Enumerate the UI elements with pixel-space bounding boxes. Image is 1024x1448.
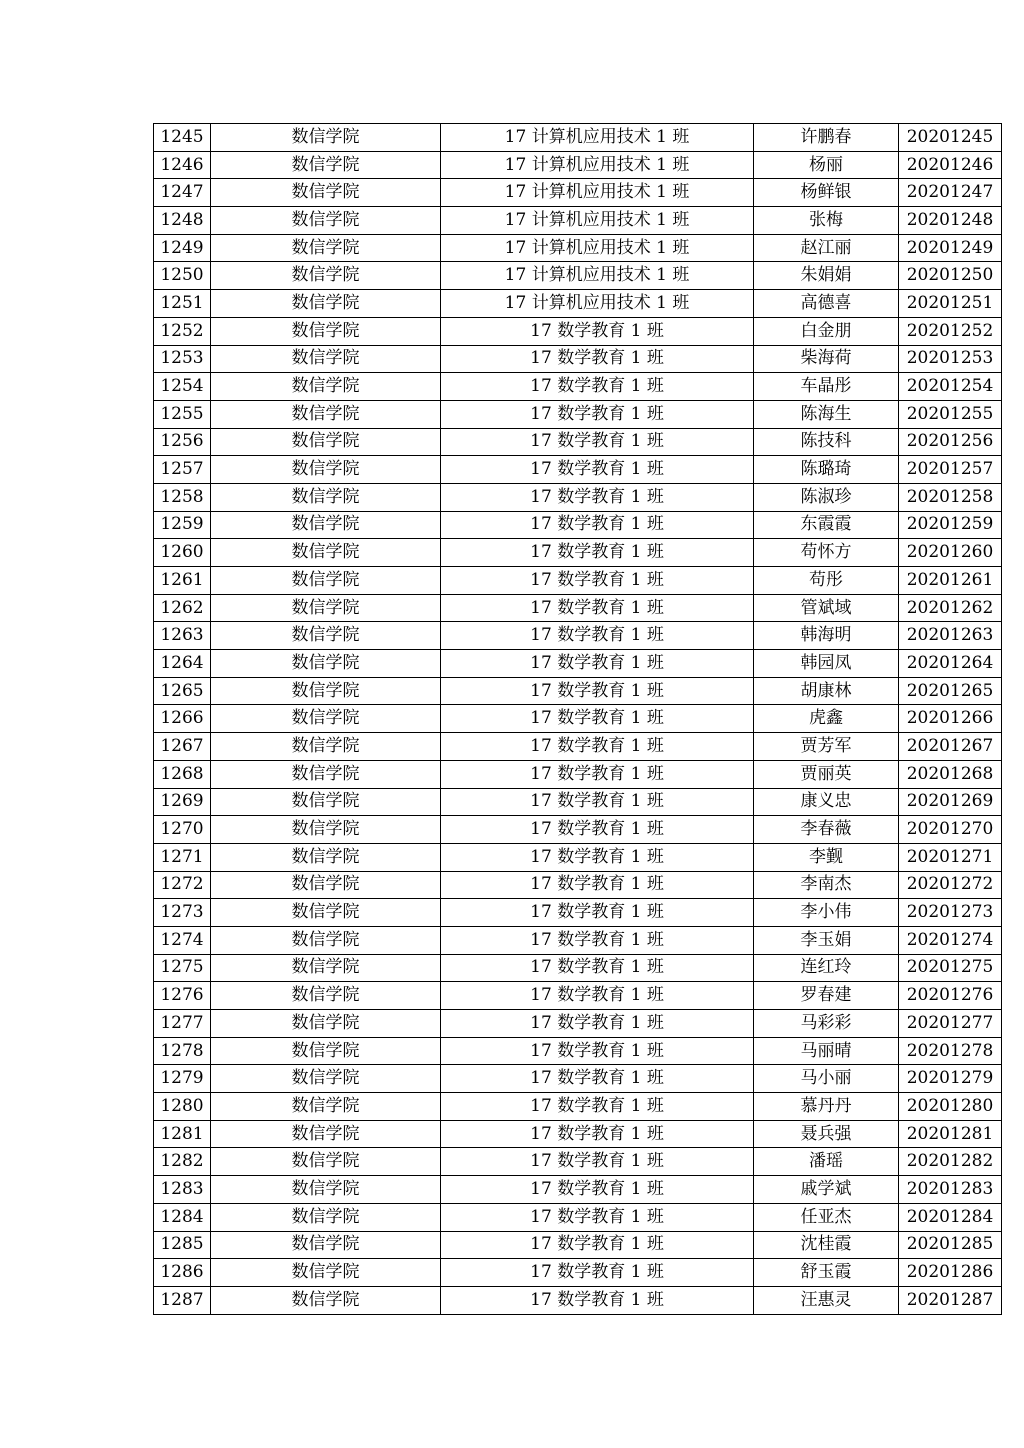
college-cell: 数信学院 bbox=[211, 373, 441, 401]
class-cell: 17 数学教育 1 班 bbox=[441, 317, 754, 345]
row-number-cell: 1249 bbox=[154, 234, 211, 262]
table-row bbox=[154, 982, 1002, 1010]
table-row bbox=[154, 290, 1002, 318]
student-name-cell: 韩海明 bbox=[754, 622, 899, 650]
college-cell: 数信学院 bbox=[211, 871, 441, 899]
table-row bbox=[154, 428, 1002, 456]
student-id-cell: 20201271 bbox=[899, 843, 1002, 871]
student-id-cell: 20201245 bbox=[899, 124, 1002, 152]
college-cell: 数信学院 bbox=[211, 843, 441, 871]
class-cell: 17 数学教育 1 班 bbox=[441, 677, 754, 705]
student-id-cell: 20201270 bbox=[899, 816, 1002, 844]
row-number-cell: 1253 bbox=[154, 345, 211, 373]
class-cell: 17 数学教育 1 班 bbox=[441, 345, 754, 373]
college-cell: 数信学院 bbox=[211, 567, 441, 595]
student-name-cell: 慕丹丹 bbox=[754, 1093, 899, 1121]
table-row bbox=[154, 539, 1002, 567]
class-cell: 17 数学教育 1 班 bbox=[441, 843, 754, 871]
student-id-cell: 20201283 bbox=[899, 1176, 1002, 1204]
student-id-cell: 20201285 bbox=[899, 1231, 1002, 1259]
student-name-cell: 苟怀方 bbox=[754, 539, 899, 567]
college-cell: 数信学院 bbox=[211, 539, 441, 567]
row-number-cell: 1271 bbox=[154, 843, 211, 871]
class-cell: 17 数学教育 1 班 bbox=[441, 733, 754, 761]
class-cell: 17 数学教育 1 班 bbox=[441, 511, 754, 539]
student-name-cell: 柴海荷 bbox=[754, 345, 899, 373]
student-name-cell: 白金朋 bbox=[754, 317, 899, 345]
row-number-cell: 1277 bbox=[154, 1010, 211, 1038]
table-row bbox=[154, 207, 1002, 235]
student-name-cell: 康义忠 bbox=[754, 788, 899, 816]
table-row bbox=[154, 511, 1002, 539]
student-name-cell: 戚学斌 bbox=[754, 1176, 899, 1204]
student-id-cell: 20201248 bbox=[899, 207, 1002, 235]
table-row bbox=[154, 456, 1002, 484]
student-name-cell: 胡康林 bbox=[754, 677, 899, 705]
student-id-cell: 20201260 bbox=[899, 539, 1002, 567]
row-number-cell: 1281 bbox=[154, 1120, 211, 1148]
student-id-cell: 20201277 bbox=[899, 1010, 1002, 1038]
row-number-cell: 1256 bbox=[154, 428, 211, 456]
college-cell: 数信学院 bbox=[211, 677, 441, 705]
row-number-cell: 1282 bbox=[154, 1148, 211, 1176]
student-name-cell: 贾芳军 bbox=[754, 733, 899, 761]
college-cell: 数信学院 bbox=[211, 317, 441, 345]
college-cell: 数信学院 bbox=[211, 345, 441, 373]
college-cell: 数信学院 bbox=[211, 899, 441, 927]
student-name-cell: 韩园凤 bbox=[754, 650, 899, 678]
student-id-cell: 20201268 bbox=[899, 760, 1002, 788]
row-number-cell: 1275 bbox=[154, 954, 211, 982]
table-row bbox=[154, 677, 1002, 705]
student-id-cell: 20201280 bbox=[899, 1093, 1002, 1121]
table-row bbox=[154, 760, 1002, 788]
student-name-cell: 汪惠灵 bbox=[754, 1286, 899, 1314]
class-cell: 17 数学教育 1 班 bbox=[441, 428, 754, 456]
college-cell: 数信学院 bbox=[211, 483, 441, 511]
class-cell: 17 数学教育 1 班 bbox=[441, 622, 754, 650]
student-name-cell: 马丽晴 bbox=[754, 1037, 899, 1065]
class-cell: 17 数学教育 1 班 bbox=[441, 1037, 754, 1065]
college-cell: 数信学院 bbox=[211, 1120, 441, 1148]
table-row bbox=[154, 1259, 1002, 1287]
student-name-cell: 张梅 bbox=[754, 207, 899, 235]
table-row bbox=[154, 151, 1002, 179]
college-cell: 数信学院 bbox=[211, 179, 441, 207]
table-row bbox=[154, 650, 1002, 678]
class-cell: 17 数学教育 1 班 bbox=[441, 1148, 754, 1176]
class-cell: 17 数学教育 1 班 bbox=[441, 650, 754, 678]
college-cell: 数信学院 bbox=[211, 705, 441, 733]
table-row bbox=[154, 373, 1002, 401]
class-cell: 17 数学教育 1 班 bbox=[441, 1176, 754, 1204]
table-row bbox=[154, 345, 1002, 373]
college-cell: 数信学院 bbox=[211, 400, 441, 428]
row-number-cell: 1262 bbox=[154, 594, 211, 622]
row-number-cell: 1279 bbox=[154, 1065, 211, 1093]
student-id-cell: 20201275 bbox=[899, 954, 1002, 982]
table-row bbox=[154, 788, 1002, 816]
row-number-cell: 1245 bbox=[154, 124, 211, 152]
student-name-cell: 马小丽 bbox=[754, 1065, 899, 1093]
student-id-cell: 20201252 bbox=[899, 317, 1002, 345]
student-id-cell: 20201281 bbox=[899, 1120, 1002, 1148]
student-id-cell: 20201286 bbox=[899, 1259, 1002, 1287]
student-name-cell: 舒玉霞 bbox=[754, 1259, 899, 1287]
row-number-cell: 1263 bbox=[154, 622, 211, 650]
student-name-cell: 罗春建 bbox=[754, 982, 899, 1010]
student-id-cell: 20201262 bbox=[899, 594, 1002, 622]
student-id-cell: 20201258 bbox=[899, 483, 1002, 511]
row-number-cell: 1280 bbox=[154, 1093, 211, 1121]
table-row bbox=[154, 1010, 1002, 1038]
student-name-cell: 高德喜 bbox=[754, 290, 899, 318]
class-cell: 17 数学教育 1 班 bbox=[441, 1203, 754, 1231]
row-number-cell: 1267 bbox=[154, 733, 211, 761]
table-row bbox=[154, 1176, 1002, 1204]
student-name-cell: 陈淑珍 bbox=[754, 483, 899, 511]
row-number-cell: 1274 bbox=[154, 926, 211, 954]
student-id-cell: 20201273 bbox=[899, 899, 1002, 927]
row-number-cell: 1285 bbox=[154, 1231, 211, 1259]
college-cell: 数信学院 bbox=[211, 1259, 441, 1287]
class-cell: 17 数学教育 1 班 bbox=[441, 373, 754, 401]
class-cell: 17 计算机应用技术 1 班 bbox=[441, 234, 754, 262]
row-number-cell: 1247 bbox=[154, 179, 211, 207]
row-number-cell: 1252 bbox=[154, 317, 211, 345]
college-cell: 数信学院 bbox=[211, 650, 441, 678]
college-cell: 数信学院 bbox=[211, 1093, 441, 1121]
student-name-cell: 马彩彩 bbox=[754, 1010, 899, 1038]
row-number-cell: 1287 bbox=[154, 1286, 211, 1314]
table-row bbox=[154, 1148, 1002, 1176]
table-row bbox=[154, 262, 1002, 290]
student-name-cell: 李觐 bbox=[754, 843, 899, 871]
class-cell: 17 数学教育 1 班 bbox=[441, 899, 754, 927]
student-name-cell: 连红玲 bbox=[754, 954, 899, 982]
student-roster-table bbox=[153, 123, 1002, 1315]
college-cell: 数信学院 bbox=[211, 733, 441, 761]
table-row bbox=[154, 954, 1002, 982]
student-id-cell: 20201259 bbox=[899, 511, 1002, 539]
college-cell: 数信学院 bbox=[211, 1231, 441, 1259]
student-id-cell: 20201284 bbox=[899, 1203, 1002, 1231]
college-cell: 数信学院 bbox=[211, 1065, 441, 1093]
college-cell: 数信学院 bbox=[211, 788, 441, 816]
table-row bbox=[154, 926, 1002, 954]
class-cell: 17 数学教育 1 班 bbox=[441, 982, 754, 1010]
row-number-cell: 1260 bbox=[154, 539, 211, 567]
class-cell: 17 数学教育 1 班 bbox=[441, 954, 754, 982]
table-row bbox=[154, 816, 1002, 844]
class-cell: 17 数学教育 1 班 bbox=[441, 400, 754, 428]
row-number-cell: 1246 bbox=[154, 151, 211, 179]
college-cell: 数信学院 bbox=[211, 1286, 441, 1314]
row-number-cell: 1264 bbox=[154, 650, 211, 678]
class-cell: 17 数学教育 1 班 bbox=[441, 1231, 754, 1259]
row-number-cell: 1255 bbox=[154, 400, 211, 428]
class-cell: 17 数学教育 1 班 bbox=[441, 1286, 754, 1314]
student-id-cell: 20201282 bbox=[899, 1148, 1002, 1176]
table-row bbox=[154, 1037, 1002, 1065]
student-name-cell: 虎鑫 bbox=[754, 705, 899, 733]
class-cell: 17 数学教育 1 班 bbox=[441, 594, 754, 622]
student-id-cell: 20201251 bbox=[899, 290, 1002, 318]
student-id-cell: 20201263 bbox=[899, 622, 1002, 650]
student-name-cell: 李玉娟 bbox=[754, 926, 899, 954]
student-id-cell: 20201287 bbox=[899, 1286, 1002, 1314]
table-row bbox=[154, 1286, 1002, 1314]
class-cell: 17 数学教育 1 班 bbox=[441, 1065, 754, 1093]
class-cell: 17 计算机应用技术 1 班 bbox=[441, 207, 754, 235]
row-number-cell: 1261 bbox=[154, 567, 211, 595]
class-cell: 17 计算机应用技术 1 班 bbox=[441, 124, 754, 152]
table-row bbox=[154, 1065, 1002, 1093]
row-number-cell: 1270 bbox=[154, 816, 211, 844]
table-row bbox=[154, 179, 1002, 207]
student-name-cell: 贾丽英 bbox=[754, 760, 899, 788]
student-name-cell: 陈璐琦 bbox=[754, 456, 899, 484]
table-row bbox=[154, 843, 1002, 871]
table-row bbox=[154, 871, 1002, 899]
table-row bbox=[154, 124, 1002, 152]
row-number-cell: 1265 bbox=[154, 677, 211, 705]
row-number-cell: 1278 bbox=[154, 1037, 211, 1065]
row-number-cell: 1273 bbox=[154, 899, 211, 927]
class-cell: 17 数学教育 1 班 bbox=[441, 1120, 754, 1148]
student-id-cell: 20201254 bbox=[899, 373, 1002, 401]
student-id-cell: 20201257 bbox=[899, 456, 1002, 484]
college-cell: 数信学院 bbox=[211, 760, 441, 788]
row-number-cell: 1257 bbox=[154, 456, 211, 484]
student-id-cell: 20201279 bbox=[899, 1065, 1002, 1093]
college-cell: 数信学院 bbox=[211, 290, 441, 318]
row-number-cell: 1251 bbox=[154, 290, 211, 318]
student-name-cell: 任亚杰 bbox=[754, 1203, 899, 1231]
class-cell: 17 数学教育 1 班 bbox=[441, 483, 754, 511]
student-name-cell: 潘瑶 bbox=[754, 1148, 899, 1176]
student-name-cell: 李小伟 bbox=[754, 899, 899, 927]
row-number-cell: 1248 bbox=[154, 207, 211, 235]
row-number-cell: 1254 bbox=[154, 373, 211, 401]
row-number-cell: 1269 bbox=[154, 788, 211, 816]
college-cell: 数信学院 bbox=[211, 262, 441, 290]
student-name-cell: 沈桂霞 bbox=[754, 1231, 899, 1259]
college-cell: 数信学院 bbox=[211, 511, 441, 539]
student-id-cell: 20201250 bbox=[899, 262, 1002, 290]
row-number-cell: 1268 bbox=[154, 760, 211, 788]
table-row bbox=[154, 483, 1002, 511]
class-cell: 17 数学教育 1 班 bbox=[441, 1093, 754, 1121]
table-row bbox=[154, 733, 1002, 761]
student-id-cell: 20201274 bbox=[899, 926, 1002, 954]
college-cell: 数信学院 bbox=[211, 207, 441, 235]
college-cell: 数信学院 bbox=[211, 816, 441, 844]
student-name-cell: 聂兵强 bbox=[754, 1120, 899, 1148]
student-id-cell: 20201261 bbox=[899, 567, 1002, 595]
student-name-cell: 东霞霞 bbox=[754, 511, 899, 539]
student-id-cell: 20201249 bbox=[899, 234, 1002, 262]
table-row bbox=[154, 567, 1002, 595]
college-cell: 数信学院 bbox=[211, 1203, 441, 1231]
college-cell: 数信学院 bbox=[211, 428, 441, 456]
student-id-cell: 20201264 bbox=[899, 650, 1002, 678]
row-number-cell: 1258 bbox=[154, 483, 211, 511]
row-number-cell: 1283 bbox=[154, 1176, 211, 1204]
student-name-cell: 陈海生 bbox=[754, 400, 899, 428]
college-cell: 数信学院 bbox=[211, 622, 441, 650]
student-name-cell: 赵江丽 bbox=[754, 234, 899, 262]
student-name-cell: 管斌域 bbox=[754, 594, 899, 622]
student-id-cell: 20201269 bbox=[899, 788, 1002, 816]
row-number-cell: 1272 bbox=[154, 871, 211, 899]
table-row bbox=[154, 1203, 1002, 1231]
college-cell: 数信学院 bbox=[211, 1037, 441, 1065]
college-cell: 数信学院 bbox=[211, 1148, 441, 1176]
student-name-cell: 杨鲜银 bbox=[754, 179, 899, 207]
table-row bbox=[154, 1093, 1002, 1121]
table-row bbox=[154, 1120, 1002, 1148]
college-cell: 数信学院 bbox=[211, 926, 441, 954]
roster-body bbox=[154, 124, 1002, 1315]
class-cell: 17 数学教育 1 班 bbox=[441, 871, 754, 899]
student-name-cell: 苟彤 bbox=[754, 567, 899, 595]
student-name-cell: 陈技科 bbox=[754, 428, 899, 456]
class-cell: 17 计算机应用技术 1 班 bbox=[441, 151, 754, 179]
college-cell: 数信学院 bbox=[211, 1176, 441, 1204]
college-cell: 数信学院 bbox=[211, 954, 441, 982]
class-cell: 17 数学教育 1 班 bbox=[441, 1010, 754, 1038]
class-cell: 17 数学教育 1 班 bbox=[441, 705, 754, 733]
row-number-cell: 1250 bbox=[154, 262, 211, 290]
student-name-cell: 李春薇 bbox=[754, 816, 899, 844]
table-row bbox=[154, 1231, 1002, 1259]
table-row bbox=[154, 594, 1002, 622]
student-id-cell: 20201276 bbox=[899, 982, 1002, 1010]
class-cell: 17 计算机应用技术 1 班 bbox=[441, 179, 754, 207]
student-id-cell: 20201246 bbox=[899, 151, 1002, 179]
college-cell: 数信学院 bbox=[211, 594, 441, 622]
college-cell: 数信学院 bbox=[211, 151, 441, 179]
class-cell: 17 计算机应用技术 1 班 bbox=[441, 290, 754, 318]
college-cell: 数信学院 bbox=[211, 124, 441, 152]
table-row bbox=[154, 622, 1002, 650]
table-row bbox=[154, 705, 1002, 733]
college-cell: 数信学院 bbox=[211, 234, 441, 262]
student-id-cell: 20201266 bbox=[899, 705, 1002, 733]
college-cell: 数信学院 bbox=[211, 982, 441, 1010]
college-cell: 数信学院 bbox=[211, 1010, 441, 1038]
student-name-cell: 朱娟娟 bbox=[754, 262, 899, 290]
class-cell: 17 计算机应用技术 1 班 bbox=[441, 262, 754, 290]
table-row bbox=[154, 317, 1002, 345]
student-id-cell: 20201265 bbox=[899, 677, 1002, 705]
student-id-cell: 20201267 bbox=[899, 733, 1002, 761]
table-row bbox=[154, 234, 1002, 262]
row-number-cell: 1276 bbox=[154, 982, 211, 1010]
student-id-cell: 20201256 bbox=[899, 428, 1002, 456]
student-name-cell: 李南杰 bbox=[754, 871, 899, 899]
class-cell: 17 数学教育 1 班 bbox=[441, 760, 754, 788]
student-id-cell: 20201272 bbox=[899, 871, 1002, 899]
class-cell: 17 数学教育 1 班 bbox=[441, 926, 754, 954]
student-id-cell: 20201278 bbox=[899, 1037, 1002, 1065]
class-cell: 17 数学教育 1 班 bbox=[441, 539, 754, 567]
class-cell: 17 数学教育 1 班 bbox=[441, 788, 754, 816]
row-number-cell: 1284 bbox=[154, 1203, 211, 1231]
class-cell: 17 数学教育 1 班 bbox=[441, 456, 754, 484]
college-cell: 数信学院 bbox=[211, 456, 441, 484]
row-number-cell: 1286 bbox=[154, 1259, 211, 1287]
row-number-cell: 1259 bbox=[154, 511, 211, 539]
table-row bbox=[154, 400, 1002, 428]
student-name-cell: 车晶彤 bbox=[754, 373, 899, 401]
table-row bbox=[154, 899, 1002, 927]
student-id-cell: 20201247 bbox=[899, 179, 1002, 207]
row-number-cell: 1266 bbox=[154, 705, 211, 733]
student-id-cell: 20201255 bbox=[899, 400, 1002, 428]
student-id-cell: 20201253 bbox=[899, 345, 1002, 373]
student-name-cell: 许鹏春 bbox=[754, 124, 899, 152]
class-cell: 17 数学教育 1 班 bbox=[441, 567, 754, 595]
student-name-cell: 杨丽 bbox=[754, 151, 899, 179]
class-cell: 17 数学教育 1 班 bbox=[441, 1259, 754, 1287]
class-cell: 17 数学教育 1 班 bbox=[441, 816, 754, 844]
